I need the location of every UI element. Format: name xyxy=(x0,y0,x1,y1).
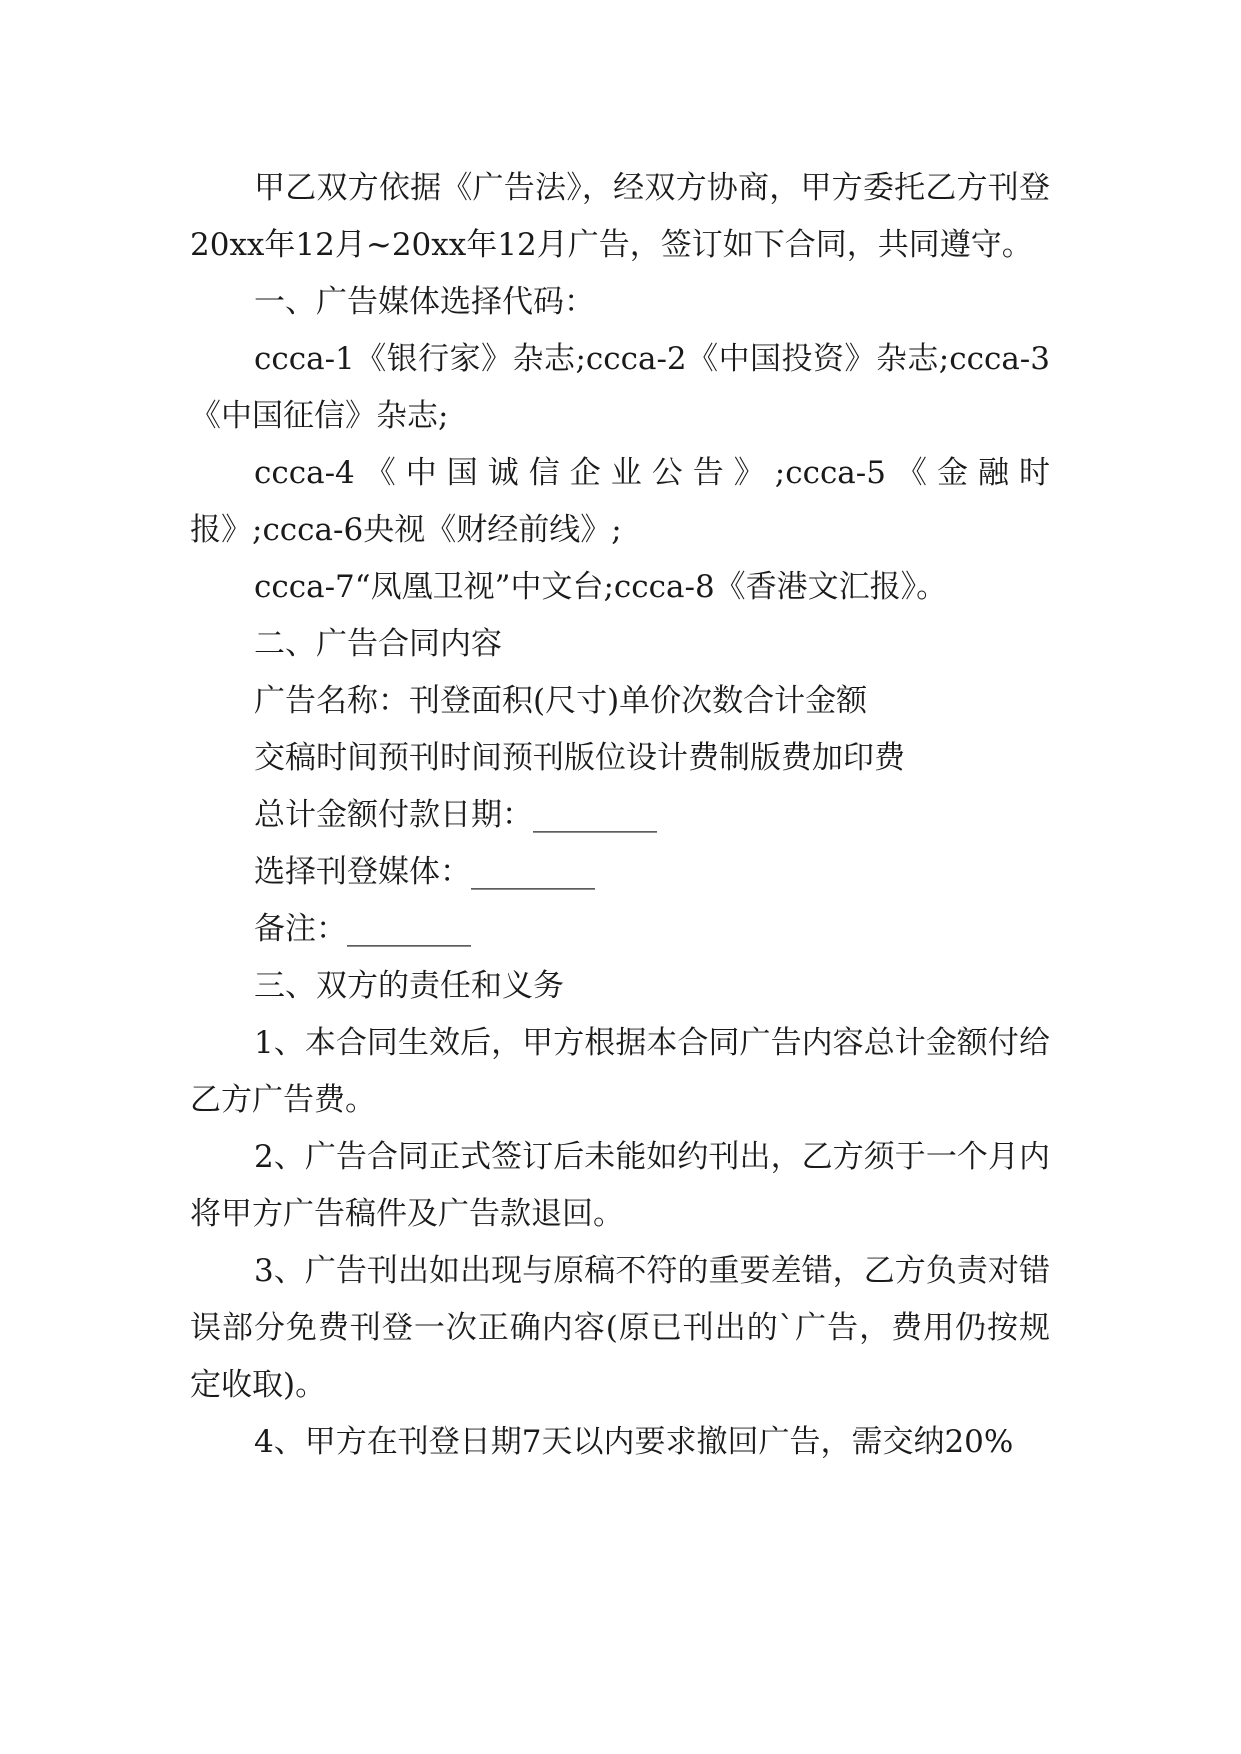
media-codes-line-1: ccca-1《银行家》杂志;ccca-2《中国投资》杂志;ccca-3《中国征信》杂志; xyxy=(190,341,1050,434)
section-3-heading: 三、双方的责任和义务 xyxy=(254,968,564,1004)
remarks-field: 备注：________ xyxy=(254,911,471,947)
media-codes-line-2: ccca-4《中国诚信企业公告》;ccca-5《金融时报》;ccca-6央视《财经前线》; xyxy=(190,455,1050,548)
clause-4: 4、甲方在刊登日期7天以内要求撤回广告，需交纳20% xyxy=(254,1424,1014,1460)
payment-date-field: 总计金额付款日期：________ xyxy=(254,797,657,833)
contract-intro-paragraph: 甲乙双方依据《广告法》，经双方协商，甲方委托乙方刊登20xx年12月~20xx年12月广告，签订如下合同，共同遵守。 xyxy=(190,170,1050,263)
section-1-heading: 一、广告媒体选择代码： xyxy=(254,284,595,320)
clause-3: 3、广告刊出如出现与原稿不符的重要差错，乙方负责对错误部分免费刊登一次正确内容(原已刊出的`广告，费用仍按规定收取)。 xyxy=(190,1253,1050,1403)
ad-fields-line-1: 广告名称：刊登面积(尺寸)单价次数合计金额 xyxy=(254,683,868,719)
media-selection-field: 选择刊登媒体：________ xyxy=(254,854,595,890)
media-codes-line-3: ccca-7“凤凰卫视”中文台;ccca-8《香港文汇报》。 xyxy=(254,569,948,605)
ad-fields-line-2: 交稿时间预刊时间预刊版位设计费制版费加印费 xyxy=(254,740,905,776)
clause-1: 1、本合同生效后，甲方根据本合同广告内容总计金额付给乙方广告费。 xyxy=(190,1025,1050,1118)
document-page xyxy=(190,160,1050,1471)
clause-2: 2、广告合同正式签订后未能如约刊出，乙方须于一个月内将甲方广告稿件及广告款退回。 xyxy=(190,1139,1050,1232)
section-2-heading: 二、广告合同内容 xyxy=(254,626,502,662)
